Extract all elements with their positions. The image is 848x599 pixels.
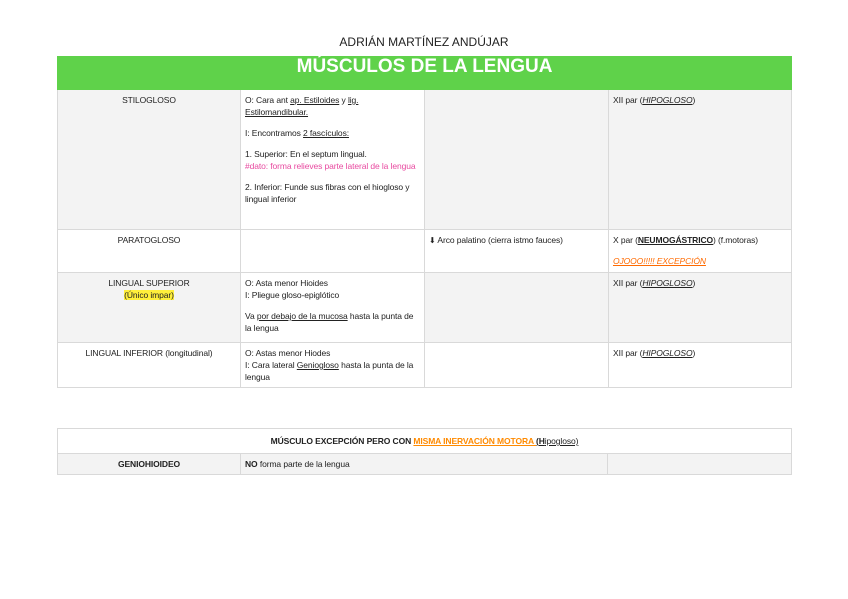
empty-cell bbox=[425, 343, 609, 388]
table-row bbox=[58, 273, 792, 343]
arrow-down-icon: ⬇ bbox=[429, 236, 436, 245]
muscle-name: GENIOHIOIDEO bbox=[58, 454, 241, 475]
exception-header-rest: ipogloso) bbox=[544, 436, 579, 446]
origin-ap: ap. Estiloides bbox=[290, 95, 340, 105]
origin-insertion-cell bbox=[241, 273, 425, 343]
nerve-prefix: X par ( bbox=[613, 235, 638, 245]
table-title: MÚSCULOS DE LA LENGUA bbox=[58, 57, 792, 90]
nerve-cell bbox=[609, 343, 792, 388]
nerve-cell bbox=[609, 90, 792, 230]
nerve-cell bbox=[609, 230, 792, 273]
muscle-name: STILOGLOSO bbox=[58, 90, 241, 230]
insertion-text: I: Pliegue gloso-epiglótico bbox=[245, 290, 340, 300]
insertion-prefix: I: Cara lateral bbox=[245, 360, 297, 370]
nerve-suffix: ) (f.motoras) bbox=[713, 235, 758, 245]
origin-text: O: Asta menor Hioides bbox=[245, 278, 328, 288]
no-label: NO bbox=[245, 459, 258, 469]
origin-text: O: Astas menor Hiodes bbox=[245, 348, 331, 358]
muscle-name: LINGUAL INFERIOR (longitudinal) bbox=[58, 343, 241, 388]
exception-table bbox=[57, 428, 792, 475]
arco-cell bbox=[425, 230, 609, 273]
exception-warning: OJOOO!!!!! EXCEPCIÓN bbox=[613, 256, 706, 266]
table-row bbox=[58, 343, 792, 388]
empty-cell bbox=[425, 273, 609, 343]
nerve-name: HIPOGLOSO bbox=[642, 278, 693, 288]
nerve-name: HIPOGLOSO bbox=[642, 95, 693, 105]
nerve-cell bbox=[609, 273, 792, 343]
nerve-prefix: XII par ( bbox=[613, 348, 643, 358]
nerve-suffix: ) bbox=[692, 95, 696, 105]
description-cell bbox=[241, 454, 608, 475]
arco-text: Arco palatino (cierra istmo fauces) bbox=[437, 235, 563, 245]
muscle-name-cell bbox=[58, 273, 241, 343]
va-prefix: Va bbox=[245, 311, 257, 321]
empty-cell bbox=[241, 230, 425, 273]
va-underlined: por debajo de la mucosa bbox=[256, 311, 348, 321]
empty-cell bbox=[425, 90, 609, 230]
nerve-prefix: XII par ( bbox=[613, 278, 643, 288]
va-suffix: hasta la punta de la lengua bbox=[245, 311, 414, 333]
exception-header bbox=[58, 429, 792, 454]
description-text: forma parte de la lengua bbox=[257, 459, 350, 469]
origin-label: O: Cara ant bbox=[245, 95, 291, 105]
exception-header-prefix: MÚSCULO EXCEPCIÓN PERO CON bbox=[270, 436, 414, 446]
superior-fasc: 1. Superior: En el septum lingual. bbox=[245, 149, 367, 159]
table-row bbox=[58, 90, 792, 230]
origin-insertion-cell bbox=[241, 343, 425, 388]
author-name: ADRIÁN MARTÍNEZ ANDÚJAR bbox=[339, 35, 509, 49]
origin-insertion-cell bbox=[241, 90, 425, 230]
empty-cell bbox=[608, 454, 792, 475]
nerve-suffix: ) bbox=[692, 278, 696, 288]
muscle-name: LINGUAL SUPERIOR bbox=[108, 278, 190, 288]
table-row bbox=[58, 230, 792, 273]
nerve-prefix: XII par ( bbox=[613, 95, 643, 105]
exception-header-paren: ( bbox=[535, 436, 539, 446]
exception-header-highlight: MISMA INERVACIÓN MOTORA bbox=[413, 436, 536, 446]
insertion-fasc: 2 fascículos: bbox=[303, 128, 349, 138]
unico-impar-highlight: (Único impar) bbox=[124, 290, 174, 300]
muscle-name: PARATOGLOSO bbox=[58, 230, 241, 273]
origin-and: y bbox=[339, 95, 348, 105]
insertion-suffix: hasta la punta de la lengua bbox=[245, 360, 414, 382]
insertion-label: I: Encontramos bbox=[245, 128, 304, 138]
nerve-suffix: ) bbox=[692, 348, 696, 358]
inferior-fasc: 2. Inferior: Funde sus fibras con el hiogloso y lingual inferior bbox=[245, 182, 410, 204]
nerve-name: NEUMOGÁSTRICO bbox=[637, 235, 714, 245]
origin-lig: lig. Estilomandibular. bbox=[245, 95, 359, 117]
table-row bbox=[58, 454, 792, 475]
insertion-underlined: Geniogloso bbox=[296, 360, 339, 370]
nerve-name: HIPOGLOSO bbox=[642, 348, 693, 358]
muscles-table bbox=[57, 56, 792, 388]
dato-note: #dato: forma relieves parte lateral de la lengua bbox=[245, 161, 416, 171]
exception-header-h: H bbox=[538, 436, 545, 446]
